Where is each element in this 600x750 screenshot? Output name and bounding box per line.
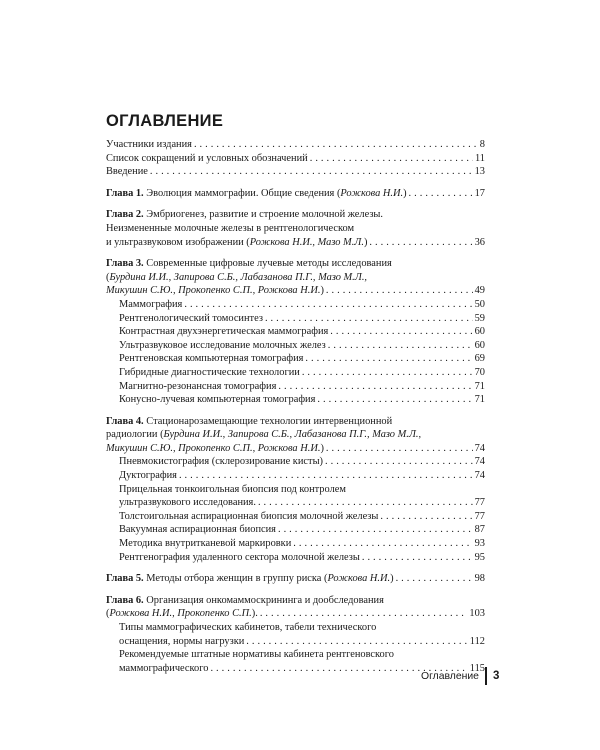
toc-entry-title-line: Прицельная тонкоигольная биопсия под контролем [119, 483, 346, 495]
toc-entry-page: 60 [474, 326, 485, 338]
toc-entry-title-line: Рекомендуемые штатные нормативы кабинета рентгеновского [119, 649, 394, 661]
chapter-label: Глава 5. [106, 573, 144, 585]
toc-entry [106, 152, 485, 166]
toc-entry-page: 70 [474, 366, 485, 378]
toc-entry-title: Рентгенологический томосинтез [119, 312, 263, 324]
toc-entry-page: 59 [474, 312, 485, 324]
toc-entry-page: 11 [474, 152, 485, 164]
chapter-authors: Бурдина И.И., Запирова С.Б., Лабазанова П.Г., Мазо М.Л., [163, 429, 422, 441]
chapter-close: ) [363, 236, 368, 248]
toc-subentry [106, 325, 485, 339]
toc-subentry [106, 469, 485, 483]
footer-section-title: Оглавление [421, 670, 479, 682]
toc-entry-page: 69 [474, 353, 485, 365]
toc-entry-page: 98 [474, 573, 485, 585]
toc-entry-title: Участники издания [106, 139, 192, 150]
chapter-title: Стационарозамещающие технологии интервенционной [143, 415, 393, 427]
chapter-title: Эволюция маммографии. Общие сведения ( [143, 187, 341, 199]
toc-subentry [106, 380, 485, 394]
toc-subentry [106, 339, 485, 353]
leader-dots [362, 551, 473, 565]
chapter-authors: Рожкова Н.И. [340, 187, 404, 199]
toc-entry-page: 74 [474, 442, 485, 454]
toc-chapter-4 [106, 415, 485, 565]
leader-dots [265, 312, 473, 326]
toc-entry [106, 138, 485, 152]
chapter-close: ) [403, 187, 407, 199]
leader-dots [326, 284, 473, 298]
toc-subentry [106, 298, 485, 312]
chapter-close: ) [320, 285, 324, 297]
toc-subentry [106, 393, 485, 407]
toc-entry-title: Магнитно-резонансная томография [119, 380, 277, 392]
leader-dots [184, 298, 472, 312]
toc-entry-title: Гибридные диагностические технологии [119, 366, 300, 378]
toc-subentry [106, 352, 485, 366]
leader-dots [396, 572, 473, 586]
toc-subentry [106, 312, 485, 326]
toc-entry-page: 60 [474, 339, 485, 351]
leader-dots [328, 339, 473, 353]
toc-subentry [106, 537, 485, 551]
toc-entry-page: 93 [474, 538, 485, 550]
chapter-title: Организация онкомаммоскрининга и дообследования [143, 594, 384, 606]
leader-dots [302, 366, 473, 380]
toc-entry-title: ультразвукового исследования. [119, 497, 256, 509]
chapter-title: Эмбриогенез, развитие и строение молочной железы. [143, 209, 384, 221]
toc-entry-page: 13 [474, 166, 485, 178]
toc-entry-page: 77 [474, 510, 485, 522]
leader-dots [330, 325, 472, 339]
leader-dots [409, 187, 473, 201]
toc-entry-page: 49 [474, 285, 485, 297]
toc-entry-title: Введение [106, 166, 148, 178]
leader-dots [179, 469, 473, 483]
chapter-authors: Бурдина И.И., Запирова С.Б., Лабазанова П.Г., Мазо М.Л., [109, 271, 368, 283]
toc-entry-page: 74 [474, 456, 485, 468]
page-footer [421, 667, 499, 685]
chapter-authors: Рожкова Н.И., Мазо М.Л. [249, 236, 364, 248]
toc-entry-page: 95 [474, 551, 485, 563]
chapter-authors: Рожкова Н.И. [327, 573, 391, 585]
toc-entry-title: Методика внутритканевой маркировки [119, 538, 292, 550]
toc-subentry [106, 510, 485, 524]
chapter-title-line: ( [106, 271, 110, 283]
toc-entry-title: оснащения, нормы нагрузки [119, 635, 245, 647]
leader-dots [380, 510, 472, 524]
toc-entry-title: Дуктография [119, 470, 177, 482]
toc-subentry [106, 523, 485, 537]
toc-entry-page: 87 [474, 524, 485, 536]
leader-dots [150, 165, 473, 179]
chapter-title: Современные цифровые лучевые методы исследования [143, 258, 392, 270]
chapter-label: Глава 4. [106, 415, 144, 427]
chapter-title-line: Неизмененные молочные железы в рентгенологическом [106, 222, 355, 234]
toc-entry-page: 74 [474, 470, 485, 482]
chapter-close: ) [320, 442, 324, 454]
toc-entry-page: 50 [474, 298, 485, 310]
toc-entry-page: 17 [474, 187, 485, 199]
leader-dots [305, 352, 472, 366]
chapter-authors: Микушин С.Ю., Прокопенко С.П., Рожкова Н.И. [106, 285, 321, 297]
chapter-title-line: и ультразвуковом изображении ( [106, 236, 250, 248]
toc-subentry [106, 483, 485, 510]
toc-entry-page: 71 [474, 380, 485, 392]
toc-entry-title: Рентгеновская компьютерная томография [119, 353, 304, 365]
footer-divider [485, 667, 487, 685]
toc-entry-title: Пневмокистография (склерозирование кисты) [119, 456, 324, 468]
leader-dots [194, 138, 478, 152]
page-title: ОГЛАВЛЕНИЕ [106, 112, 224, 130]
chapter-label: Глава 6. [106, 594, 144, 606]
leader-dots [293, 537, 472, 551]
leader-dots [260, 607, 468, 621]
toc-chapter-1 [106, 187, 485, 201]
toc-chapter-3 [106, 257, 485, 407]
toc-chapter-2 [106, 208, 485, 249]
leader-dots [246, 635, 468, 649]
toc-entry-title: Маммография [119, 298, 183, 310]
table-of-contents [106, 138, 485, 675]
toc-chapter-6 [106, 594, 485, 676]
toc-entry-page: 77 [474, 497, 485, 509]
leader-dots [326, 442, 473, 456]
toc-entry-title: Контрастная двухэнергетическая маммография [119, 326, 329, 338]
toc-subentry [106, 551, 485, 565]
chapter-label: Глава 2. [106, 209, 144, 221]
toc-entry-page: 103 [469, 608, 485, 620]
toc-entry-page: 115 [469, 662, 485, 674]
chapter-label: Глава 3. [106, 258, 144, 270]
toc-entry-title: Список сокращений и условных обозначений [106, 152, 308, 164]
toc-subentry [106, 455, 485, 469]
toc-entry-title: Ультразвуковое исследование молочных желез [119, 339, 326, 351]
toc-entry-title-line: Типы маммографических кабинетов, табели технического [119, 622, 377, 633]
chapter-close: ). [251, 608, 258, 620]
toc-subentry [106, 366, 485, 380]
toc-entry-title: Вакуумная аспирационная биопсия [119, 524, 276, 536]
chapter-label: Глава 1. [106, 187, 144, 199]
leader-dots [278, 380, 472, 394]
leader-dots [317, 393, 472, 407]
toc-entry-title: Толстоигольная аспирационная биопсия молочной железы [119, 510, 379, 522]
toc-entry [106, 165, 485, 179]
leader-dots [325, 455, 473, 469]
chapter-authors: Микушин С.Ю., Прокопенко С.П., Рожкова Н.И. [106, 442, 321, 454]
chapter-title: Методы отбора женщин в группу риска ( [143, 573, 328, 585]
toc-chapter-5 [106, 572, 485, 586]
toc-entry-page: 112 [469, 635, 485, 647]
leader-dots [310, 152, 473, 166]
leader-dots [278, 523, 473, 537]
toc-entry-page: 71 [474, 394, 485, 406]
toc-entry-page: 8 [479, 139, 485, 150]
toc-entry-page: 36 [474, 236, 485, 248]
toc-entry-title: Конусно-лучевая компьютерная томография [119, 394, 316, 406]
chapter-close: ) [390, 573, 394, 585]
toc-subentry [106, 621, 485, 648]
chapter-title-line: радиологии ( [106, 429, 164, 441]
chapter-title-line: ( [106, 608, 110, 620]
chapter-authors: Рожкова Н.И., Прокопенко С.П. [109, 608, 252, 620]
page-number: 3 [492, 670, 500, 682]
toc-entry-title: маммографического [119, 662, 209, 674]
leader-dots [258, 496, 473, 510]
leader-dots [369, 236, 472, 250]
toc-entry-title: Рентгенография удаленного сектора молочной железы [119, 551, 360, 563]
